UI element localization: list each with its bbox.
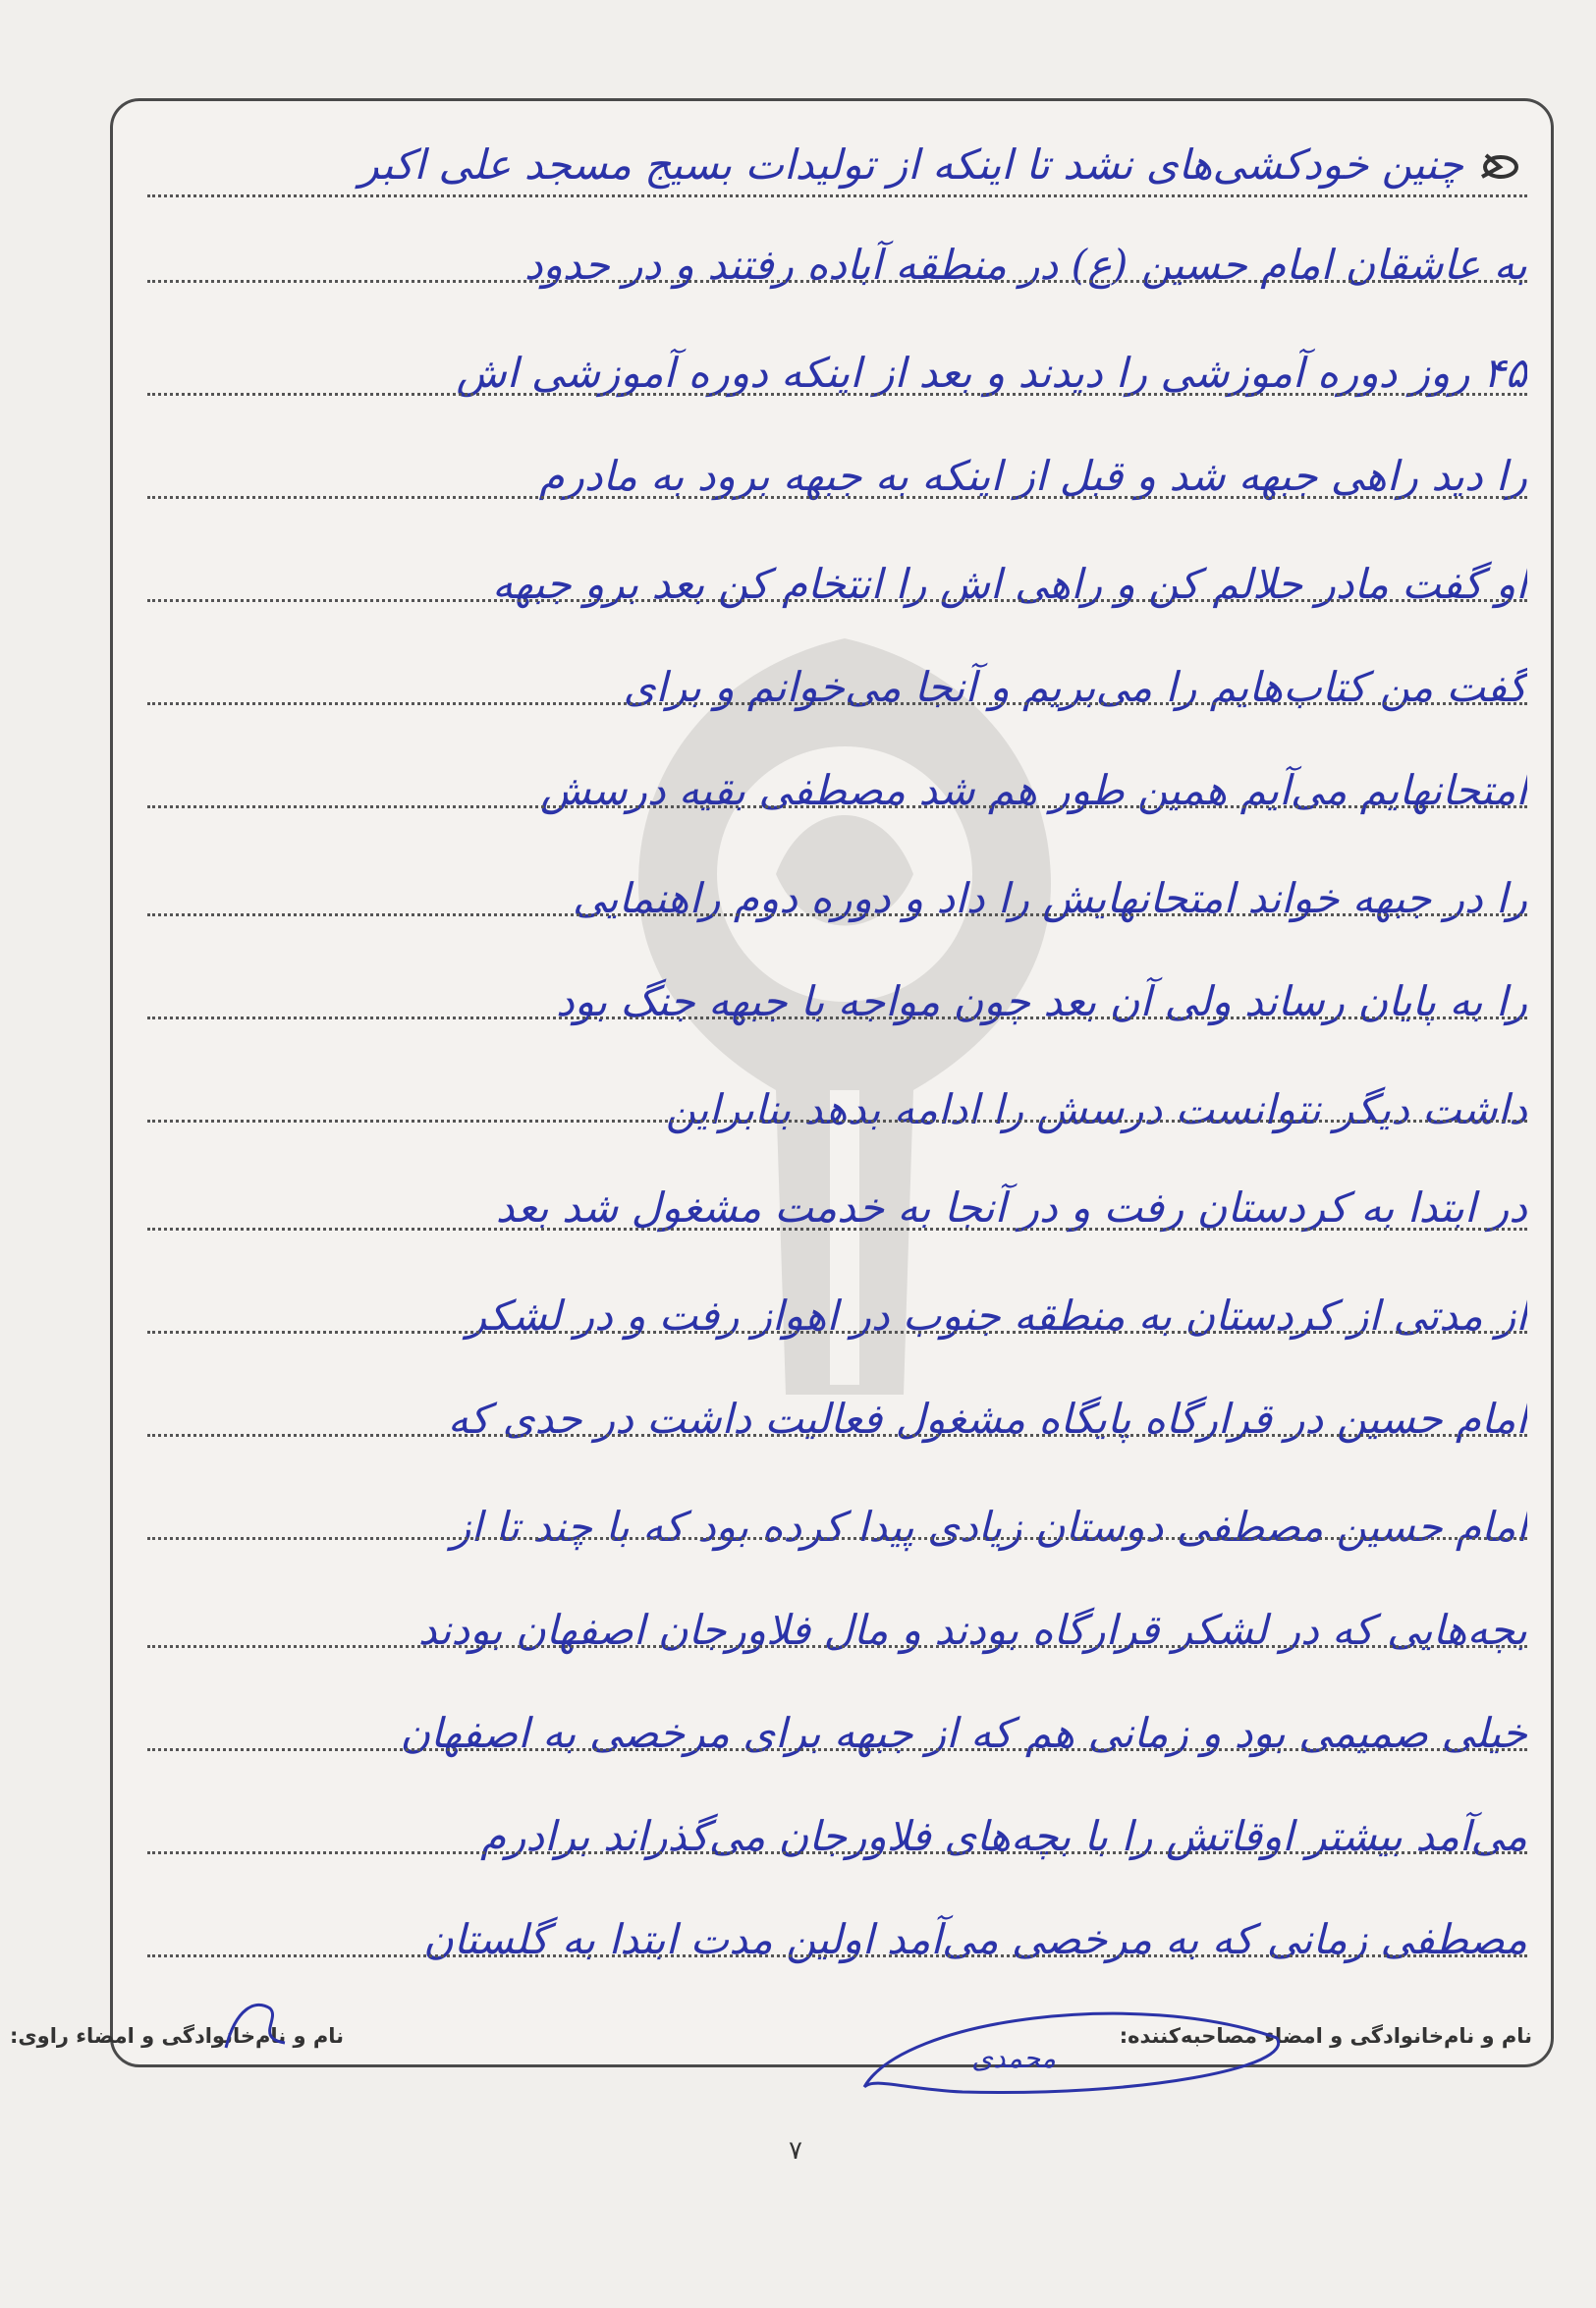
text-line: داشت دیگر نتوانست درسش را ادامه بدهد بنابراین <box>665 1085 1527 1133</box>
dotted-rule <box>147 393 1527 396</box>
text-line: را در جبهه خواند امتحانهایش را داد و دوره دوم راهنمایی <box>573 874 1527 922</box>
dotted-rule <box>147 1748 1527 1751</box>
dotted-rule <box>147 1851 1527 1854</box>
text-line: ۴۵ روز دوره آموزشی را دیدند و بعد از اینکه دوره آموزشی اش <box>456 349 1527 397</box>
dotted-rule <box>147 194 1527 197</box>
dotted-rule <box>147 1434 1527 1437</box>
dotted-rule <box>147 280 1527 283</box>
interviewer-label: نام و نام‌خانوادگی و امضاء مصاحبه‌کننده: <box>1119 2024 1532 2048</box>
text-line: به عاشقان امام حسین (ع) در منطقه آباده رفتند و در حدود <box>523 241 1527 289</box>
signature-scribble <box>845 1999 1296 2107</box>
signature-area <box>10 1989 1532 2074</box>
dotted-rule <box>147 1017 1527 1019</box>
text-line: از مدتی از کردستان به منطقه جنوب در اهواز رفت و در لشکر <box>466 1291 1527 1340</box>
text-line: امام حسین در قرارگاه پایگاه مشغول فعالیت داشت در حدی که <box>447 1395 1527 1443</box>
dotted-rule <box>147 1537 1527 1540</box>
text-line: در ابتدا به کردستان رفت و در آنجا به خدمت مشغول شد بعد <box>495 1183 1527 1232</box>
dotted-rule <box>147 1331 1527 1334</box>
text-line: گفت من کتاب‌هایم را می‌بریم و آنجا می‌خوانم و برای <box>623 663 1527 711</box>
dotted-rule <box>147 1645 1527 1648</box>
dotted-rule <box>147 805 1527 808</box>
text-line: او گفت مادر حلالم کن و راهی اش را انتخام کن بعد برو جبهه <box>492 560 1527 608</box>
page-number: ۷ <box>789 2136 802 2166</box>
text-line: بچه‌هایی که در لشکر قرارگاه بودند و مال فلاورجان اصفهان بودند <box>417 1606 1527 1654</box>
dotted-rule <box>147 1954 1527 1957</box>
text-line: امتحانهایم می‌آیم همین طور هم شد مصطفی بقیه درسش <box>539 766 1527 814</box>
dotted-rule <box>147 913 1527 916</box>
dotted-rule <box>147 496 1527 499</box>
dotted-rule <box>147 1228 1527 1231</box>
text-line: چنین خودکشی‌های نشد تا اینکه از تولیدات بسیج مسجد علی اکبر <box>358 140 1463 189</box>
text-line: را دید راهی جبهه شد و قبل از اینکه به جبهه برود به مادرم <box>538 452 1527 500</box>
narrator-signature <box>216 1989 295 2058</box>
text-line: خیلی صمیمی بود و زمانی هم که از جبهه برای مرخصی به اصفهان <box>400 1709 1527 1757</box>
text-line: مصطفی زمانی که به مرخصی می‌آمد اولین مدت ابتدا به گلستان <box>422 1915 1527 1963</box>
dotted-rule <box>147 702 1527 705</box>
text-line: می‌آمد بیشتر اوقاتش را با بچه‌های فلاورجان می‌گذراند برادرم <box>480 1812 1527 1860</box>
narrator-label: نام و نام‌خانوادگی و امضاء راوی: <box>10 2024 344 2048</box>
dotted-rule <box>147 1120 1527 1123</box>
text-line: امام حسین مصطفی دوستان زیادی پیدا کرده بود که با چند تا از <box>451 1503 1527 1551</box>
text-line: را به پایان رساند ولی آن بعد چون مواجه با جبهه جنگ بود <box>556 977 1527 1025</box>
interviewer-signature: محمدی <box>971 2042 1056 2074</box>
pen-icon <box>1478 147 1523 187</box>
dotted-rule <box>147 599 1527 602</box>
